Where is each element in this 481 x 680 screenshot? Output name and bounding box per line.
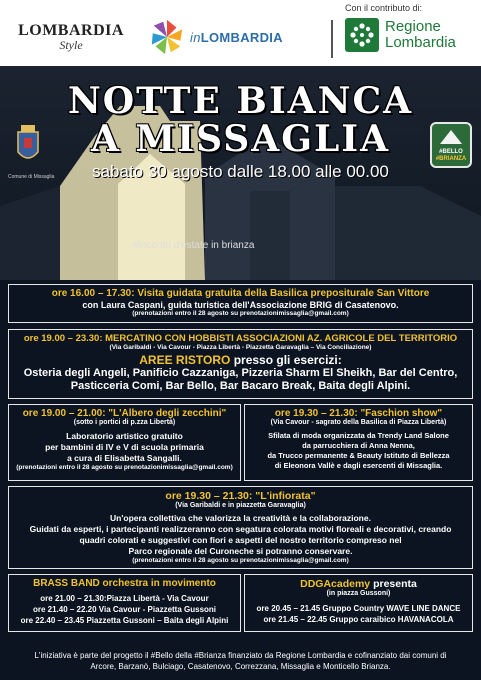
brass-band-box: [8, 574, 241, 632]
albero-line3: a cura di Elisabetta Sangalli.: [67, 453, 182, 463]
funding-footer: [0, 650, 481, 672]
footer-line1: L'iniziativa è parte del progetto il #Bello della #Brianza finanziato da Regione Lombardia e cofinanziato dai comuni di: [34, 651, 447, 660]
rosa-camuna-icon: [345, 18, 379, 52]
infiorata-line2: Guidati da esperti, i partecipanti realizzeranno con segatura colorata motivi floreali e decorativi, creando: [29, 524, 452, 534]
mercatino-streets: (Via Garibaldi - Via Cavour - Piazza Libertà - Piazzetta Garavaglia – Via Conciliazione): [109, 344, 372, 351]
regione-line1: Regione: [385, 18, 441, 35]
fashion-place: (Via Cavour - sagrato della Basilica di Piazza Libertà): [270, 419, 447, 426]
hero-banner: [0, 66, 481, 280]
fashion-line4: di Eleonora Vallè e dagli esercenti di Missaglia.: [274, 461, 443, 470]
event-date: sabato 30 agosto dalle 18.00 alle 00.00: [92, 162, 389, 181]
contrib-label: Con il contributo di:: [345, 3, 423, 13]
regione-lombardia-logo: [345, 18, 456, 52]
fashion-line2: da parrucchiera di Anna Nenna,: [302, 441, 415, 450]
ddg-line2: ore 21.45 – 22.45 Gruppo caraibico HAVANACOLA: [263, 615, 454, 624]
bello-line1: #BELLO: [439, 149, 463, 155]
albero-heading: ore 19.00 – 21.00: "L'Albero degli zecchini": [22, 408, 227, 419]
lombardia-style-logo: [12, 22, 130, 53]
ddg-line1: ore 20.45 – 21.45 Gruppo Country WAVE LINE DANCE: [256, 604, 461, 613]
title-line2: A MISSAGLIA: [90, 118, 391, 160]
visita-heading: ore 16.00 – 17.30: Visita guidata gratuita della Basilica prepositurale San Vittore: [51, 288, 430, 299]
ddg-heading: DDGAcademy: [300, 578, 371, 590]
brass-heading: BRASS BAND orchestra in movimento: [33, 578, 216, 589]
infiorata-line4: Parco regionale del Curoneche si potranno conservare.: [128, 546, 353, 556]
in-prefix: in: [190, 29, 201, 45]
visita-note: (prenotazioni entro il 28 agosto su prenotazionimissaglia@gmail.com): [132, 310, 349, 317]
ddg-place: (in piazza Gussoni): [326, 590, 391, 597]
bello-brianza-logo: [430, 122, 472, 168]
pinwheel-icon: [148, 18, 186, 56]
visita-guidata-box: [8, 284, 473, 323]
fashion-box: [244, 404, 473, 481]
in-brand: LOMBARDIA: [200, 29, 283, 45]
infiorata-line1: Un'opera collettiva che valorizza la creatività e la collaborazione.: [110, 513, 371, 523]
fashion-heading: ore 19.30 – 21.30: "Faschion show": [274, 408, 443, 419]
albero-box: [8, 404, 241, 481]
header-divider: [331, 20, 333, 58]
albero-note: (prenotazioni entro il 28 agosto su prenotazionimissaglia@gmail.com): [16, 464, 233, 471]
brand-line2: Style: [59, 38, 83, 52]
municipal-crest-icon: [12, 122, 44, 168]
albero-line1: Laboratorio artistico gratuito: [66, 431, 183, 441]
infiorata-place: (Via Garibaldi e in piazzetta Garavaglia): [175, 502, 306, 509]
infiorata-heading: ore 19.30 – 21.30: "L'infiorata": [165, 490, 316, 502]
infiorata-line3: quadri colorati e suggestivi con fiori e aspetti del nostro territorio compreso nel: [79, 535, 402, 545]
visita-line: con Laura Caspani, guida turistica dell'Associazione BRIG di Casatenovo.: [82, 300, 399, 310]
infiorata-note: (prenotazioni entro il 28 agosto su prenotazionimissaglia@gmail.com): [132, 557, 349, 564]
albero-line2: per bambini di IV e V di scuola primaria: [45, 442, 204, 452]
footer-line2: Arcore, Barzanò, Bulciago, Casatenovo, Correzzana, Missaglia e Monticello Brianza.: [90, 662, 391, 671]
brass-line3: ore 22.40 – 23.45 Piazzetta Gussoni – Baita degli Alpini: [20, 616, 229, 625]
mercatino-box: [8, 329, 473, 399]
brass-line1: ore 21.00 – 21.30:Piazza Libertà - Via Cavour: [40, 594, 209, 603]
brand-line1: LOMBARDIA: [18, 22, 124, 39]
fashion-line3: da Trucco permanente & Beauty Istituto di Bellezza: [267, 451, 450, 460]
albero-place: (sotto i portici di p.zza Libertà): [73, 419, 176, 426]
hashtag: #incontri d'estate in brianza: [133, 240, 255, 251]
tent-icon: [440, 130, 462, 144]
ristoro-title: AREE RISTORO: [139, 353, 231, 367]
title-line1: NOTTE BIANCA: [67, 80, 414, 122]
bello-line2: #BRIANZA: [435, 156, 467, 162]
regione-line2: Lombardia: [385, 34, 456, 51]
ristoro-suffix: presso gli esercizi:: [233, 353, 342, 367]
ddg-academy-box: [244, 574, 473, 632]
ddg-suffix: presenta: [373, 578, 417, 590]
regione-name: [385, 19, 456, 51]
ristoro-list2: Pasticceria Comi, Bar Bello, Bar Bacaro Break, Baita degli Alpini.: [70, 380, 411, 392]
mercatino-heading: ore 19.00 – 23.30: MERCATINO CON HOBBISTI ASSOCIAZIONI AZ. AGRICOLE DEL TERRITORIO: [23, 333, 458, 344]
sponsor-header: [0, 0, 481, 66]
brass-line2: ore 21.40 – 22.20 Via Cavour - Piazzetta Gussoni: [32, 605, 217, 614]
inlombardia-logo: [148, 18, 283, 56]
fashion-line1: Sfilata di moda organizzata da Trendy Land Salone: [268, 431, 449, 440]
ristoro-list1: Osteria degli Angeli, Panificio Cazzaniga, Pizzeria Sharm El Sheikh, Bar del Centro,: [23, 367, 458, 379]
crest-label: Comune di Missaglia: [8, 174, 55, 180]
infiorata-box: [8, 486, 473, 569]
